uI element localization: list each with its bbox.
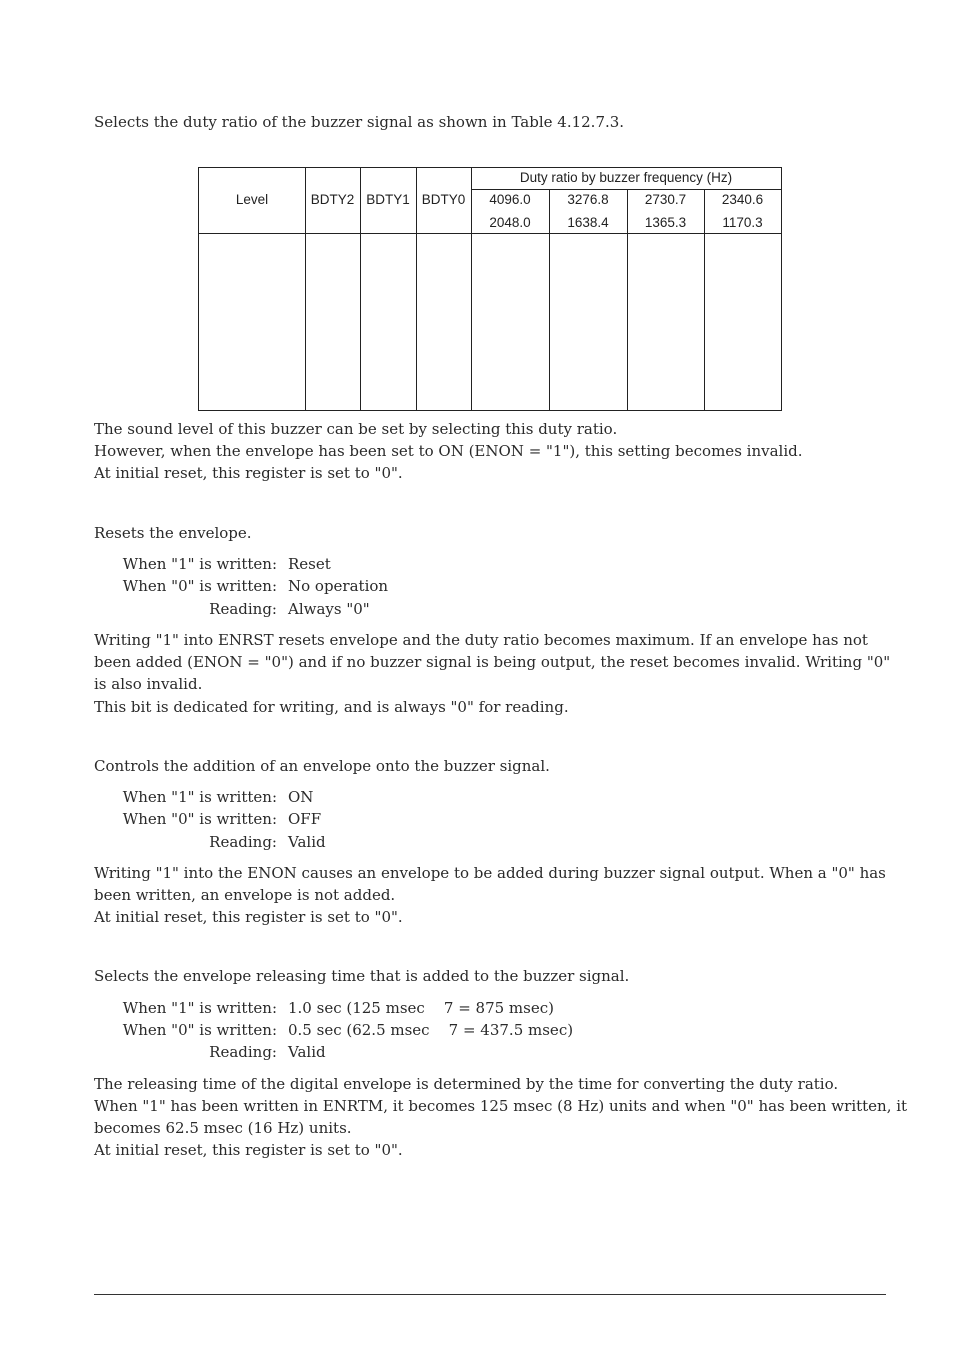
row-label: Reading: bbox=[209, 833, 277, 851]
table-header-bdty1: BDTY1 bbox=[366, 192, 410, 207]
freq-cell: 2340.6 bbox=[721, 192, 764, 207]
enrtm-description: Selects the envelope releasing time that is added to the buzzer signal. bbox=[94, 967, 630, 985]
freq-cell: 3276.8 bbox=[567, 192, 609, 207]
row-value: Valid bbox=[288, 833, 326, 851]
row-value: ON bbox=[288, 788, 314, 806]
duty-ratio-table bbox=[198, 167, 782, 411]
duty-note: The sound level of this buzzer can be set by selecting this duty ratio. bbox=[94, 420, 618, 438]
row-label: Reading: bbox=[209, 1043, 277, 1061]
duty-note: At initial reset, this register is set to "0". bbox=[94, 464, 403, 482]
row-value: Valid bbox=[288, 1043, 326, 1061]
row-label: When "1" is written: bbox=[122, 555, 277, 573]
enrst-description: Resets the envelope. bbox=[94, 524, 252, 542]
duty-note: However, when the envelope has been set to ON (ENON = "1"), this setting becomes invalid. bbox=[94, 442, 803, 460]
freq-cell: 4096.0 bbox=[489, 192, 531, 207]
row-label: Reading: bbox=[209, 600, 277, 618]
table-header-bdty0: BDTY0 bbox=[421, 192, 466, 207]
enrtm-note: At initial reset, this register is set to "0". bbox=[94, 1141, 403, 1159]
row-value: OFF bbox=[288, 810, 322, 828]
enon-note: been written, an envelope is not added. bbox=[94, 886, 396, 904]
enrst-note: been added (ENON = "0") and if no buzzer signal is being output, the reset becomes invalid. Writing "0" bbox=[94, 653, 891, 671]
enon-description: Controls the addition of an envelope onto the buzzer signal. bbox=[94, 757, 550, 775]
row-label: When "0" is written: bbox=[122, 577, 277, 595]
enrtm-note: When "1" has been written in ENRTM, it becomes 125 msec (8 Hz) units and when "0" has been written, it bbox=[94, 1097, 908, 1115]
row-label: When "0" is written: bbox=[122, 810, 277, 828]
enon-note: At initial reset, this register is set to "0". bbox=[94, 908, 403, 926]
freq-cell: 1638.4 bbox=[567, 215, 609, 230]
row-value: Always "0" bbox=[288, 600, 370, 618]
table-header-bdty2: BDTY2 bbox=[310, 192, 355, 207]
row-value: Reset bbox=[288, 555, 331, 573]
table-header-duty-ratio: Duty ratio by buzzer frequency (Hz) bbox=[519, 170, 733, 185]
freq-cell: 1170.3 bbox=[722, 215, 763, 230]
enon-note: Writing "1" into the ENON causes an envelope to be added during buzzer signal output. When a "0" has bbox=[94, 864, 886, 882]
row-value: 0.5 sec (62.5 msec 7 = 437.5 msec) bbox=[288, 1021, 574, 1039]
row-label: When "1" is written: bbox=[122, 999, 277, 1017]
freq-cell: 2048.0 bbox=[489, 215, 531, 230]
freq-cell: 1365.3 bbox=[644, 215, 687, 230]
enrst-note: is also invalid. bbox=[94, 675, 203, 693]
enrst-note: This bit is dedicated for writing, and is always "0" for reading. bbox=[94, 698, 569, 716]
row-value: 1.0 sec (125 msec 7 = 875 msec) bbox=[288, 999, 554, 1017]
table-header-level: Level bbox=[235, 192, 269, 207]
row-value: No operation bbox=[288, 577, 389, 595]
enrst-note: Writing "1" into ENRST resets envelope and the duty ratio becomes maximum. If an envelope has not bbox=[94, 631, 868, 649]
freq-cell: 2730.7 bbox=[644, 192, 687, 207]
row-label: When "0" is written: bbox=[122, 1021, 277, 1039]
intro-text: Selects the duty ratio of the buzzer signal as shown in Table 4.12.7.3. bbox=[94, 113, 625, 131]
footer-rule bbox=[94, 1294, 886, 1295]
row-label: When "1" is written: bbox=[122, 788, 277, 806]
enrtm-note: The releasing time of the digital envelope is determined by the time for converting the duty ratio. bbox=[94, 1075, 839, 1093]
enrtm-note: becomes 62.5 msec (16 Hz) units. bbox=[94, 1119, 352, 1137]
